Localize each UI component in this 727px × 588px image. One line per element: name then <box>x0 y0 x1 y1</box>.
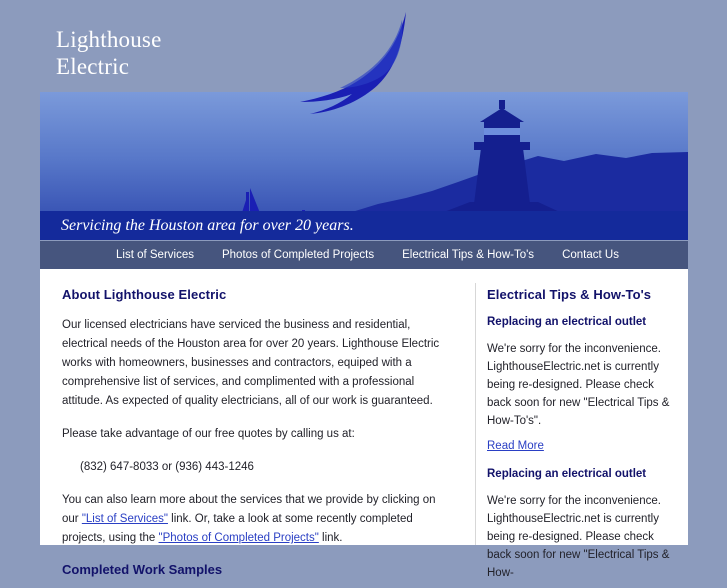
content-panel <box>40 269 688 579</box>
nav-item-contact-us[interactable]: Contact Us <box>562 249 619 261</box>
page-title: About Lighthouse Electric <box>62 287 227 302</box>
link-photos-of-completed-projects[interactable]: "Photos of Completed Projects" <box>158 532 319 544</box>
logo-line-1: Lighthouse <box>56 27 162 52</box>
completed-work-samples-heading: Completed Work Samples <box>62 562 223 577</box>
main-column <box>62 287 455 577</box>
logo-line-2: Electric <box>56 54 130 79</box>
site-logo <box>56 26 162 80</box>
quote-invite-paragraph: Please take advantage of our free quotes by calling us at: <box>62 428 355 440</box>
column-divider <box>475 283 476 545</box>
nav-item-photos-of-completed-projects[interactable]: Photos of Completed Projects <box>221 249 375 261</box>
sidebar-post-2-body: We're sorry for the inconvenience. LighthouseElectric.net is currently being re-designed. Please check back soon for new "Electrical Tips & How- <box>487 495 670 579</box>
services-paragraph-post: link. <box>318 532 343 544</box>
nav-item-electrical-tips[interactable]: Electrical Tips & How-To's <box>402 249 535 261</box>
services-paragraph-mid: link. Or, take a look at some recently completed projects, using the <box>62 513 413 544</box>
main-navigation <box>40 241 688 269</box>
sidebar-post-1-read-more[interactable]: Read More <box>487 440 544 452</box>
link-list-of-services[interactable]: "List of Services" <box>81 513 168 525</box>
sidebar-post-2-title: Replacing an electrical outlet <box>487 468 647 480</box>
site-tagline: Servicing the Houston area for over 20 years. <box>40 211 688 240</box>
sidebar-column <box>487 287 675 588</box>
sidebar-post-1-body: We're sorry for the inconvenience. LighthouseElectric.net is currently being re-designed. Please check back soon for new "Electrical Tips & How-To's". <box>487 343 670 427</box>
seagull-graphic <box>270 8 440 128</box>
nav-item-list-of-services[interactable]: List of Services <box>116 249 194 261</box>
sidebar-heading: Electrical Tips & How-To's <box>487 287 652 302</box>
phone-numbers: (832) 647-8033 or (936) 443-1246 <box>80 461 254 473</box>
sidebar-post-1-title: Replacing an electrical outlet <box>487 316 647 328</box>
services-paragraph-pre: You can also learn more about the services that we provide by clicking on our <box>62 494 436 525</box>
services-paragraph <box>62 491 455 548</box>
about-paragraph-1: Our licensed electricians have serviced the business and residential, electrical needs of the Houston area for over 20 years. Lighthouse Electric works with homeowners, businesses and contractors, equiped with a comprehensive list of services, and complimented with a professional attitude. As expected of quality electricians, all of our work is guaranteed. <box>62 319 440 407</box>
